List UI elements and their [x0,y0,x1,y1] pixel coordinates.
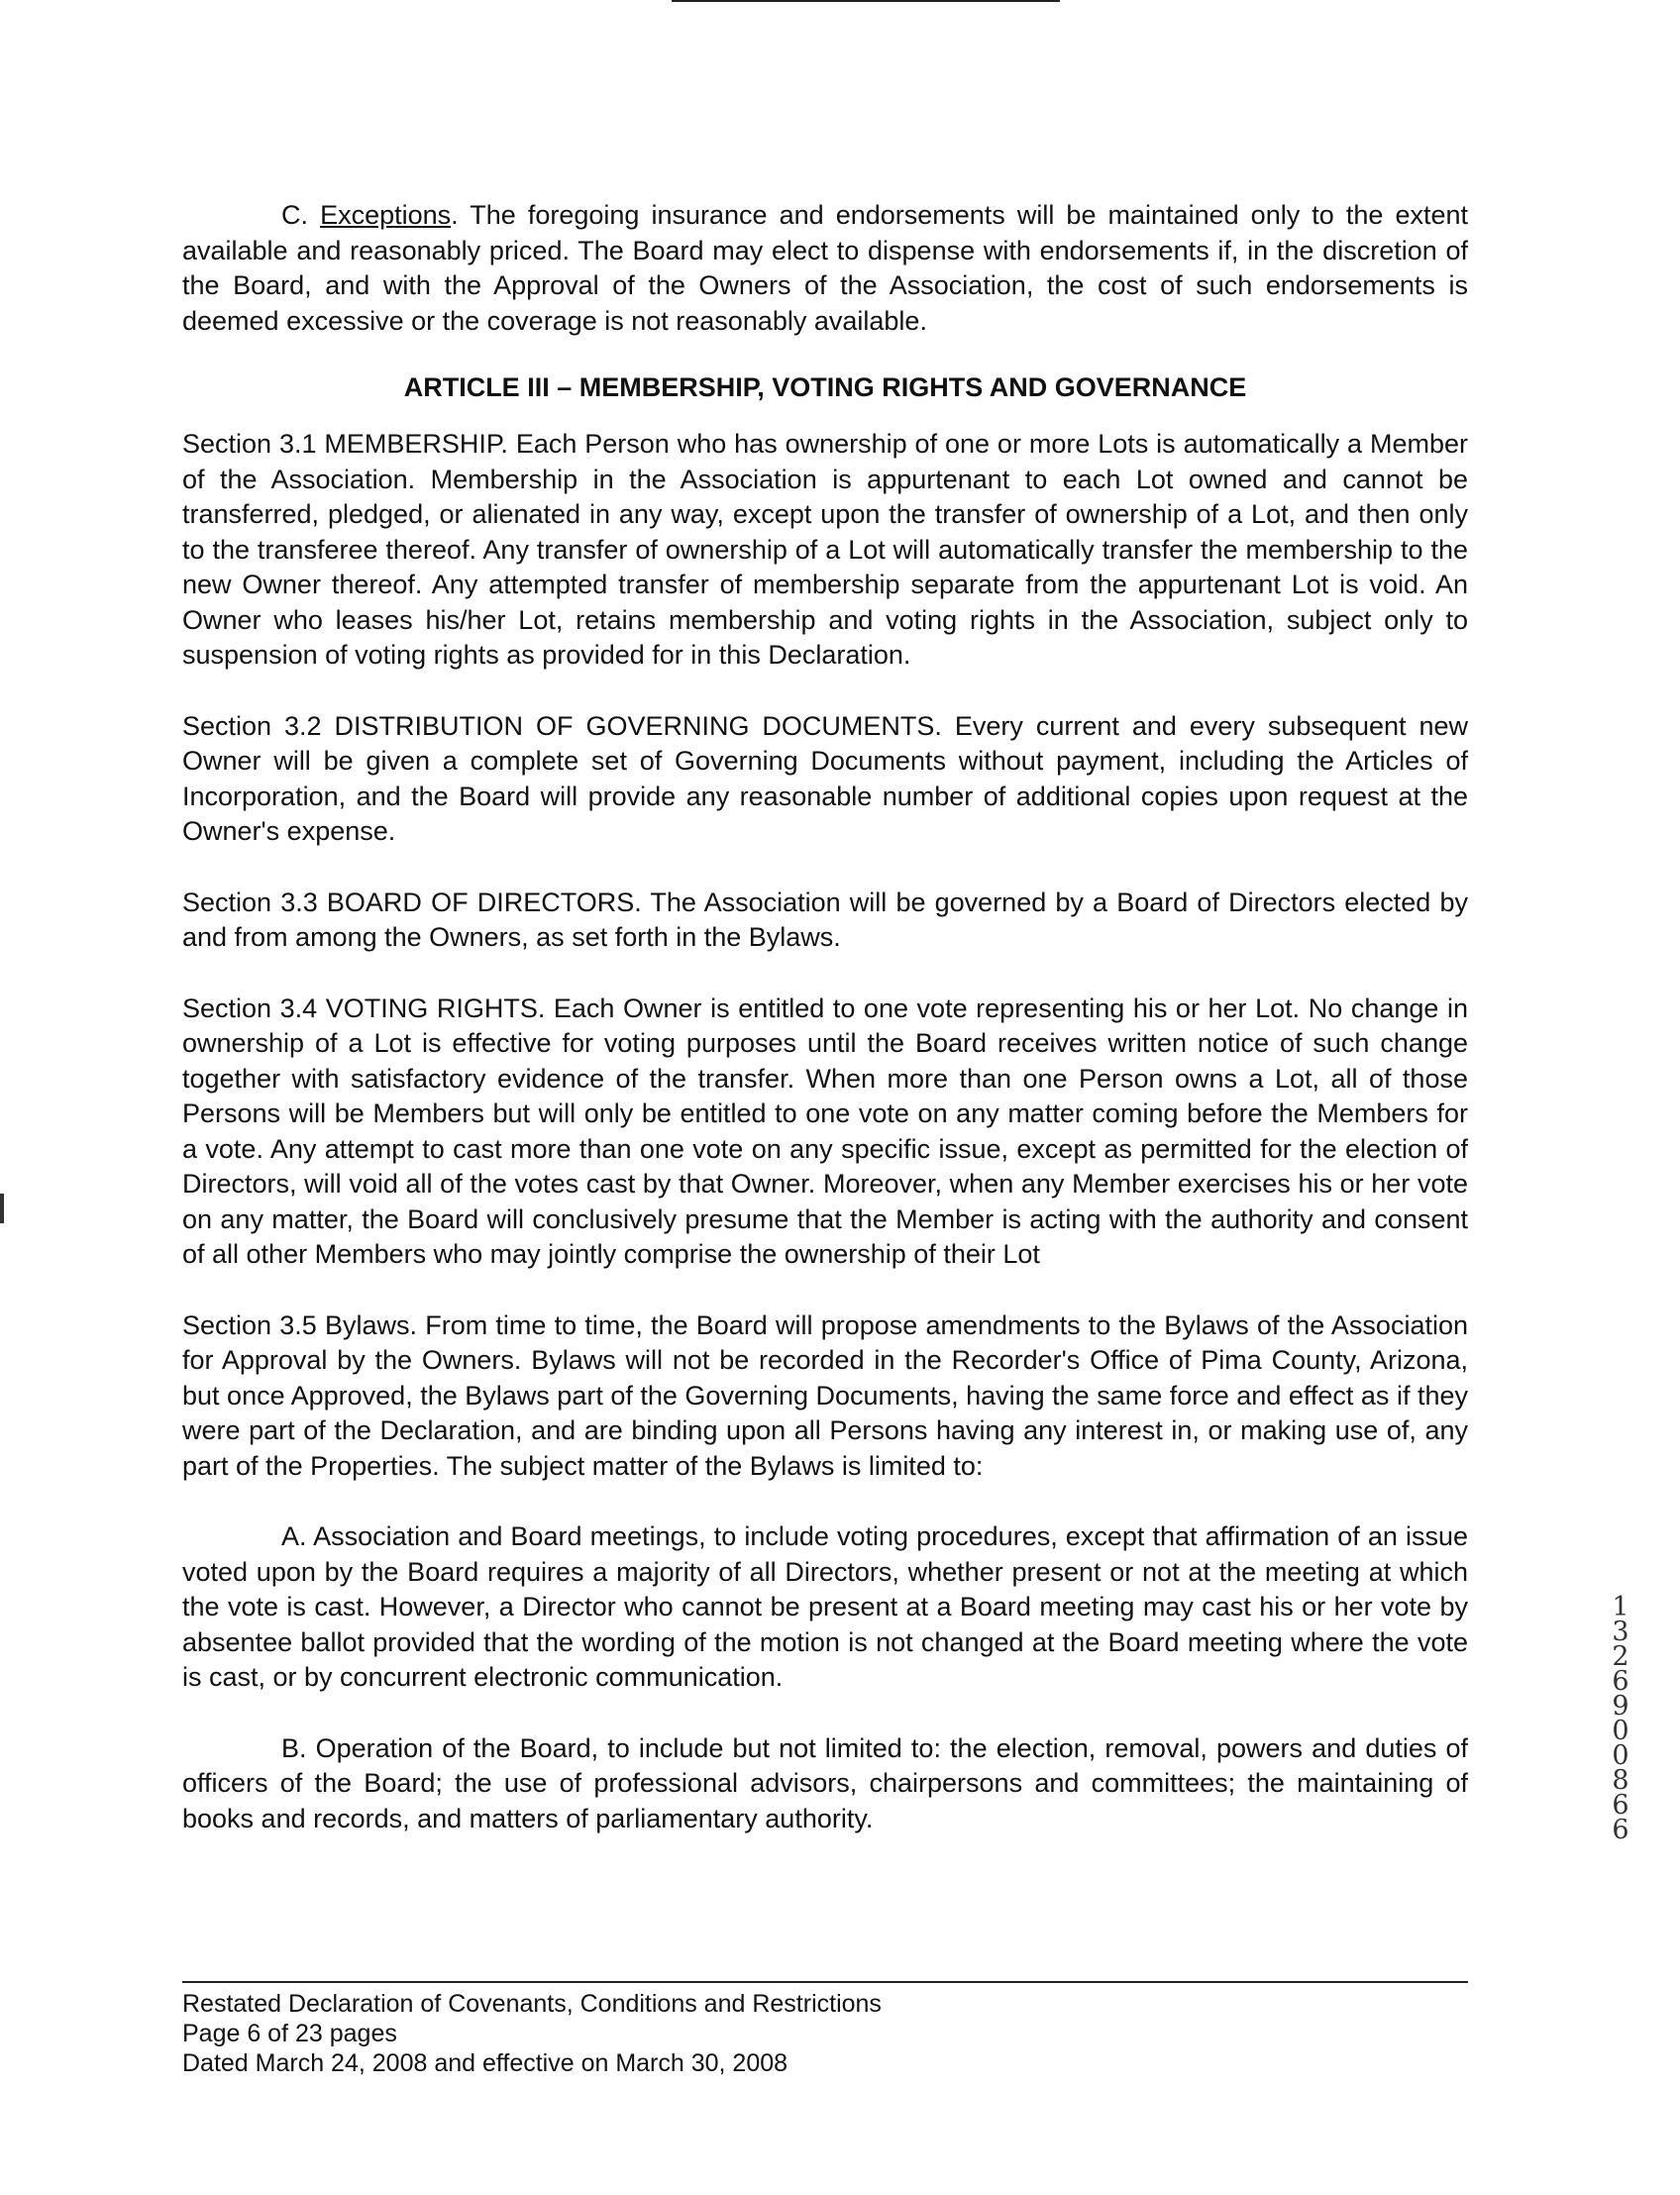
scan-margin-mark [0,1194,4,1223]
footer-divider [182,1981,1468,1983]
footer-document-title: Restated Declaration of Covenants, Conditions and Restrictions [182,1990,882,2018]
document-body [182,198,1468,1836]
footer-date: Dated March 24, 2008 and effective on March 30, 2008 [182,2049,788,2077]
subitem-b: B. Operation of the Board, to include but not limited to: the election, removal, powers and duties of officers of the Board; the use of professional advisors, chairpersons and committees; the maintaining of books and records, and matters of parliamentary authority. [182,1732,1468,1833]
section-3-5: Section 3.5 Bylaws. From time to time, the Board will propose amendments to the Bylaws of the Association for Approval by the Owners. Bylaws will not be recorded in the Recorder's Office of Pima County, Arizona, but once Approved, the Bylaws part of the Governing Documents, having the same force and effect as if they were part of the Declaration, and are binding upon all Persons having any interest in, or making use of, any part of the Properties. The subject matter of the Bylaws is limited to: [182,1309,1468,1481]
section-c-text: . The foregoing insurance and endorsements will be maintained only to the extent available and reasonably priced. The Board may elect to dispense with endorsements if, in the discretion of the Board, and with the Approval of the Owners of the Association, the cost of such endorsements is deemed excessive or the coverage is not reasonably available. [182,200,1468,336]
article-heading: ARTICLE III – MEMBERSHIP, VOTING RIGHTS AND GOVERNANCE [403,372,1247,402]
section-3-3: Section 3.3 BOARD OF DIRECTORS. The Association will be governed by a Board of Directors elected by and from among the Owners, as set forth in the Bylaws. [182,887,1468,952]
section-3-1: Section 3.1 MEMBERSHIP. Each Person who has ownership of one or more Lots is automatically a Member of the Association. Membership in the Association is appurtenant to each Lot owned and cannot be transferred, pledged, or alienated in any way, except upon the transfer of ownership of a Lot, and then only to the transferee thereof. Any transfer of ownership of a Lot will automatically transfer the membership to the new Owner thereof. Any attempted transfer of membership separate from the appurtenant Lot is void. An Owner who leases his/her Lot, retains membership and voting rights in the Association, subject only to suspension of voting rights as provided for in this Declaration. [182,429,1468,670]
footer-page-number: Page 6 of 23 pages [182,2020,397,2047]
recording-stamp: 13269 00866 [1612,1592,1629,1845]
subitem-a: A. Association and Board meetings, to include voting procedures, except that affirmation of an issue voted upon by the Board requires a majority of all Directors, whether present or not at the meeting at which the vote is cast. However, a Director who cannot be present at a Board meeting may cast his or her vote by absentee ballot provided that the wording of the motion is not changed at the Board meeting where the vote is cast, or by concurrent electronic communication. [182,1521,1468,1692]
section-3-4: Section 3.4 VOTING RIGHTS. Each Owner is entitled to one vote representing his or her Lot. No change in ownership of a Lot is effective for voting purposes until the Board receives written notice of such change together with satisfactory evidence of the transfer. When more than one Person owns a Lot, all of those Persons will be Members but will only be entitled to one vote on any matter coming before the Members for a vote. Any attempt to cast more than one vote on any specific issue, except as permitted for the election of Directors, will void all of the votes cast by that Owner. Moreover, when any Member exercises his or her vote on any matter, the Board will conclusively presume that the Member is acting with the authority and consent of all other Members who may jointly comprise the ownership of their Lot [182,993,1468,1269]
top-edge-rule [672,0,1060,2]
section-3-2: Section 3.2 DISTRIBUTION OF GOVERNING DOCUMENTS. Every current and every subsequent new Owner will be given a complete set of Governing Documents without payment, including the Articles of Incorporation, and the Board will provide any reasonable number of additional copies upon request at the Owner's expense. [182,710,1468,846]
section-c-paragraph [182,198,1468,339]
page-footer [182,1981,1468,2078]
section-c-label: C. [281,200,308,230]
section-c-title: Exceptions [320,200,452,230]
